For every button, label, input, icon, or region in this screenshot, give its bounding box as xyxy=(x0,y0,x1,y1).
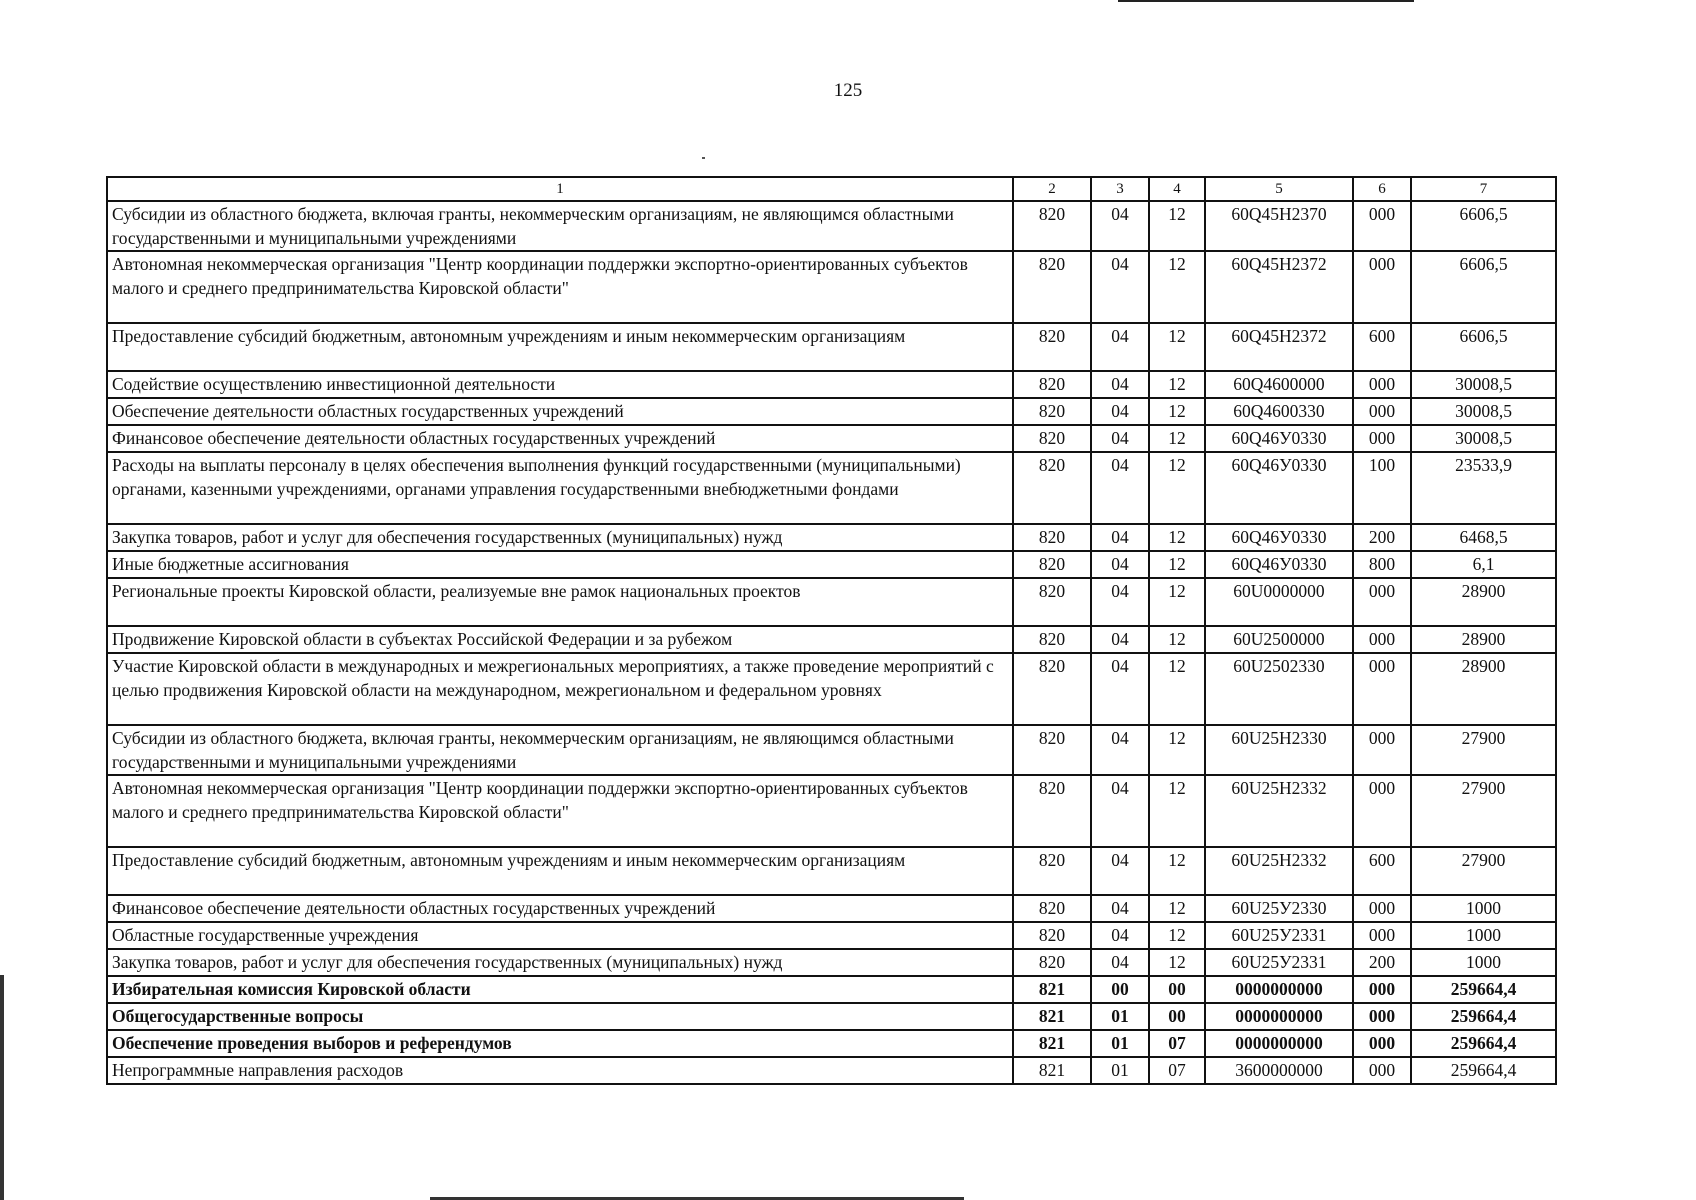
row-col3-cell: 04 xyxy=(1091,847,1149,895)
row-name-cell: Автономная некоммерческая организация "Центр координации поддержки экспортно-ориентированных субъектов малого и среднего предпринимательства Кировской области" xyxy=(107,251,1013,323)
row-name-cell: Предоставление субсидий бюджетным, автономным учреждениям и иным некоммерческим организациям xyxy=(107,847,1013,895)
row-col2-cell: 820 xyxy=(1013,949,1091,976)
row-name-cell: Региональные проекты Кировской области, реализуемые вне рамок национальных проектов xyxy=(107,578,1013,626)
row-col6-cell: 000 xyxy=(1353,251,1411,323)
table-row xyxy=(107,775,1556,847)
row-col5-cell: 60Q46У0330 xyxy=(1205,551,1353,578)
row-col3-cell: 00 xyxy=(1091,976,1149,1003)
row-col5-cell: 60U25Н2332 xyxy=(1205,847,1353,895)
row-col3-cell: 04 xyxy=(1091,425,1149,452)
table-body xyxy=(107,201,1556,1084)
row-col2-cell: 821 xyxy=(1013,1030,1091,1057)
row-col5-cell: 60U25Н2330 xyxy=(1205,725,1353,775)
row-col2-cell: 820 xyxy=(1013,201,1091,251)
row-col2-cell: 820 xyxy=(1013,725,1091,775)
row-col3-cell: 04 xyxy=(1091,371,1149,398)
table-row xyxy=(107,425,1556,452)
row-col2-cell: 820 xyxy=(1013,524,1091,551)
row-name-cell: Обеспечение проведения выборов и референдумов xyxy=(107,1030,1013,1057)
page-number: 125 xyxy=(833,80,863,101)
table-row xyxy=(107,725,1556,775)
row-col2-cell: 820 xyxy=(1013,775,1091,847)
row-col7-cell: 1000 xyxy=(1411,949,1556,976)
table-row xyxy=(107,323,1556,371)
row-col6-cell: 000 xyxy=(1353,922,1411,949)
row-col7-cell: 6468,5 xyxy=(1411,524,1556,551)
row-col6-cell: 000 xyxy=(1353,775,1411,847)
row-col2-cell: 820 xyxy=(1013,895,1091,922)
row-name-cell: Субсидии из областного бюджета, включая гранты, некоммерческим организациям, не являющимся областными государственными и муниципальными учреждениями xyxy=(107,201,1013,251)
row-col2-cell: 821 xyxy=(1013,976,1091,1003)
row-col2-cell: 820 xyxy=(1013,398,1091,425)
table-row xyxy=(107,895,1556,922)
table-row xyxy=(107,976,1556,1003)
row-col6-cell: 000 xyxy=(1353,976,1411,1003)
row-name-cell: Автономная некоммерческая организация "Центр координации поддержки экспортно-ориентированных субъектов малого и среднего предпринимательства Кировской области" xyxy=(107,775,1013,847)
row-col3-cell: 04 xyxy=(1091,725,1149,775)
row-name-cell: Расходы на выплаты персоналу в целях обеспечения выполнения функций государственными (муниципальными) органами, казенными учреждениями, органами управления государственными внебюджетными фондами xyxy=(107,452,1013,524)
row-col3-cell: 01 xyxy=(1091,1030,1149,1057)
table-header-row xyxy=(107,177,1556,201)
row-name-cell: Участие Кировской области в международных и межрегиональных мероприятиях, а также проведение мероприятий с целью продвижения Кировской области на международном, межрегиональном и федеральном уровнях xyxy=(107,653,1013,725)
header-cell: 7 xyxy=(1411,177,1556,201)
header-cell: 5 xyxy=(1205,177,1353,201)
row-col3-cell: 04 xyxy=(1091,626,1149,653)
row-col3-cell: 04 xyxy=(1091,524,1149,551)
header-cell: 3 xyxy=(1091,177,1149,201)
header-cell: 4 xyxy=(1149,177,1205,201)
row-col7-cell: 28900 xyxy=(1411,626,1556,653)
table-row xyxy=(107,251,1556,323)
row-col6-cell: 000 xyxy=(1353,371,1411,398)
table-row xyxy=(107,1057,1556,1084)
row-col7-cell: 259664,4 xyxy=(1411,976,1556,1003)
row-name-cell: Избирательная комиссия Кировской области xyxy=(107,976,1013,1003)
row-col3-cell: 04 xyxy=(1091,922,1149,949)
row-col6-cell: 600 xyxy=(1353,323,1411,371)
row-col3-cell: 04 xyxy=(1091,653,1149,725)
row-col7-cell: 23533,9 xyxy=(1411,452,1556,524)
row-name-cell: Содействие осуществлению инвестиционной деятельности xyxy=(107,371,1013,398)
table-row xyxy=(107,201,1556,251)
scan-speck xyxy=(702,157,705,159)
row-col3-cell: 04 xyxy=(1091,201,1149,251)
row-col7-cell: 28900 xyxy=(1411,653,1556,725)
row-col4-cell: 12 xyxy=(1149,895,1205,922)
row-col7-cell: 6,1 xyxy=(1411,551,1556,578)
row-col2-cell: 821 xyxy=(1013,1003,1091,1030)
row-col2-cell: 820 xyxy=(1013,452,1091,524)
row-col6-cell: 000 xyxy=(1353,1030,1411,1057)
row-col5-cell: 0000000000 xyxy=(1205,976,1353,1003)
row-col6-cell: 000 xyxy=(1353,895,1411,922)
row-col4-cell: 12 xyxy=(1149,775,1205,847)
row-col6-cell: 000 xyxy=(1353,653,1411,725)
row-col7-cell: 30008,5 xyxy=(1411,425,1556,452)
row-col5-cell: 60Q45Н2372 xyxy=(1205,251,1353,323)
row-col2-cell: 820 xyxy=(1013,323,1091,371)
row-col7-cell: 259664,4 xyxy=(1411,1057,1556,1084)
row-col4-cell: 12 xyxy=(1149,847,1205,895)
row-name-cell: Субсидии из областного бюджета, включая гранты, некоммерческим организациям, не являющимся областными государственными и муниципальными учреждениями xyxy=(107,725,1013,775)
row-col7-cell: 27900 xyxy=(1411,847,1556,895)
row-col5-cell: 60Q46У0330 xyxy=(1205,524,1353,551)
table-row xyxy=(107,653,1556,725)
row-col7-cell: 27900 xyxy=(1411,775,1556,847)
row-col3-cell: 04 xyxy=(1091,578,1149,626)
row-name-cell: Областные государственные учреждения xyxy=(107,922,1013,949)
row-col4-cell: 12 xyxy=(1149,398,1205,425)
row-col3-cell: 01 xyxy=(1091,1057,1149,1084)
row-col6-cell: 600 xyxy=(1353,847,1411,895)
row-col3-cell: 04 xyxy=(1091,323,1149,371)
row-name-cell: Предоставление субсидий бюджетным, автономным учреждениям и иным некоммерческим организациям xyxy=(107,323,1013,371)
left-edge-mark xyxy=(0,975,4,1200)
table-row xyxy=(107,922,1556,949)
table-row xyxy=(107,398,1556,425)
row-col2-cell: 821 xyxy=(1013,1057,1091,1084)
row-col6-cell: 000 xyxy=(1353,425,1411,452)
row-col6-cell: 200 xyxy=(1353,949,1411,976)
row-col7-cell: 6606,5 xyxy=(1411,251,1556,323)
row-col7-cell: 1000 xyxy=(1411,895,1556,922)
row-col5-cell: 60Q4600330 xyxy=(1205,398,1353,425)
row-col7-cell: 30008,5 xyxy=(1411,398,1556,425)
row-col4-cell: 12 xyxy=(1149,551,1205,578)
row-name-cell: Финансовое обеспечение деятельности областных государственных учреждений xyxy=(107,895,1013,922)
header-cell: 2 xyxy=(1013,177,1091,201)
row-col3-cell: 04 xyxy=(1091,551,1149,578)
row-col3-cell: 04 xyxy=(1091,452,1149,524)
row-col7-cell: 30008,5 xyxy=(1411,371,1556,398)
row-col4-cell: 12 xyxy=(1149,425,1205,452)
row-col5-cell: 60U2500000 xyxy=(1205,626,1353,653)
row-col3-cell: 04 xyxy=(1091,949,1149,976)
row-col7-cell: 28900 xyxy=(1411,578,1556,626)
row-col4-cell: 12 xyxy=(1149,323,1205,371)
row-col5-cell: 60Q46У0330 xyxy=(1205,425,1353,452)
table-row xyxy=(107,524,1556,551)
row-col6-cell: 200 xyxy=(1353,524,1411,551)
row-col4-cell: 12 xyxy=(1149,201,1205,251)
row-col6-cell: 000 xyxy=(1353,1003,1411,1030)
row-col4-cell: 12 xyxy=(1149,653,1205,725)
row-name-cell: Продвижение Кировской области в субъектах Российской Федерации и за рубежом xyxy=(107,626,1013,653)
row-col4-cell: 12 xyxy=(1149,949,1205,976)
row-col6-cell: 000 xyxy=(1353,626,1411,653)
row-col7-cell: 1000 xyxy=(1411,922,1556,949)
row-col3-cell: 04 xyxy=(1091,895,1149,922)
row-col4-cell: 12 xyxy=(1149,371,1205,398)
row-col5-cell: 60U2502330 xyxy=(1205,653,1353,725)
row-col5-cell: 60U25У2330 xyxy=(1205,895,1353,922)
row-name-cell: Иные бюджетные ассигнования xyxy=(107,551,1013,578)
row-col5-cell: 60Q46У0330 xyxy=(1205,452,1353,524)
row-col5-cell: 60U25У2331 xyxy=(1205,922,1353,949)
row-col6-cell: 800 xyxy=(1353,551,1411,578)
table-row xyxy=(107,847,1556,895)
row-col3-cell: 04 xyxy=(1091,775,1149,847)
row-name-cell: Финансовое обеспечение деятельности областных государственных учреждений xyxy=(107,425,1013,452)
table-row xyxy=(107,371,1556,398)
header-cell: 6 xyxy=(1353,177,1411,201)
row-col5-cell: 0000000000 xyxy=(1205,1030,1353,1057)
row-col5-cell: 0000000000 xyxy=(1205,1003,1353,1030)
row-col2-cell: 820 xyxy=(1013,847,1091,895)
row-col4-cell: 12 xyxy=(1149,922,1205,949)
row-col5-cell: 60Q45Н2370 xyxy=(1205,201,1353,251)
row-col5-cell: 60Q45Н2372 xyxy=(1205,323,1353,371)
row-col2-cell: 820 xyxy=(1013,626,1091,653)
row-col6-cell: 000 xyxy=(1353,578,1411,626)
row-col4-cell: 07 xyxy=(1149,1030,1205,1057)
row-col6-cell: 000 xyxy=(1353,398,1411,425)
row-col6-cell: 000 xyxy=(1353,201,1411,251)
row-col4-cell: 12 xyxy=(1149,452,1205,524)
row-col6-cell: 000 xyxy=(1353,725,1411,775)
row-name-cell: Общегосударственные вопросы xyxy=(107,1003,1013,1030)
row-col3-cell: 01 xyxy=(1091,1003,1149,1030)
row-name-cell: Непрограммные направления расходов xyxy=(107,1057,1013,1084)
row-col4-cell: 12 xyxy=(1149,524,1205,551)
header-cell: 1 xyxy=(107,177,1013,201)
row-col4-cell: 12 xyxy=(1149,626,1205,653)
row-col6-cell: 100 xyxy=(1353,452,1411,524)
row-col7-cell: 27900 xyxy=(1411,725,1556,775)
row-col2-cell: 820 xyxy=(1013,551,1091,578)
row-col5-cell: 60U25У2331 xyxy=(1205,949,1353,976)
row-col2-cell: 820 xyxy=(1013,578,1091,626)
row-col2-cell: 820 xyxy=(1013,653,1091,725)
row-col2-cell: 820 xyxy=(1013,251,1091,323)
row-col4-cell: 00 xyxy=(1149,976,1205,1003)
table-row xyxy=(107,1030,1556,1057)
row-name-cell: Закупка товаров, работ и услуг для обеспечения государственных (муниципальных) нужд xyxy=(107,524,1013,551)
table-row xyxy=(107,578,1556,626)
row-col7-cell: 259664,4 xyxy=(1411,1030,1556,1057)
row-name-cell: Обеспечение деятельности областных государственных учреждений xyxy=(107,398,1013,425)
table-row xyxy=(107,452,1556,524)
row-col5-cell: 3600000000 xyxy=(1205,1057,1353,1084)
row-col7-cell: 259664,4 xyxy=(1411,1003,1556,1030)
row-col3-cell: 04 xyxy=(1091,398,1149,425)
row-col4-cell: 00 xyxy=(1149,1003,1205,1030)
budget-table xyxy=(106,176,1557,1085)
row-col7-cell: 6606,5 xyxy=(1411,201,1556,251)
row-col3-cell: 04 xyxy=(1091,251,1149,323)
table-row xyxy=(107,551,1556,578)
table-row xyxy=(107,1003,1556,1030)
row-col4-cell: 07 xyxy=(1149,1057,1205,1084)
row-col4-cell: 12 xyxy=(1149,251,1205,323)
table-row xyxy=(107,626,1556,653)
row-col6-cell: 000 xyxy=(1353,1057,1411,1084)
row-col4-cell: 12 xyxy=(1149,578,1205,626)
row-col7-cell: 6606,5 xyxy=(1411,323,1556,371)
row-col2-cell: 820 xyxy=(1013,922,1091,949)
row-col4-cell: 12 xyxy=(1149,725,1205,775)
row-col2-cell: 820 xyxy=(1013,371,1091,398)
row-col2-cell: 820 xyxy=(1013,425,1091,452)
row-col5-cell: 60U25Н2332 xyxy=(1205,775,1353,847)
row-col5-cell: 60Q4600000 xyxy=(1205,371,1353,398)
top-edge-rule xyxy=(1118,0,1414,2)
row-name-cell: Закупка товаров, работ и услуг для обеспечения государственных (муниципальных) нужд xyxy=(107,949,1013,976)
table-row xyxy=(107,949,1556,976)
row-col5-cell: 60U0000000 xyxy=(1205,578,1353,626)
